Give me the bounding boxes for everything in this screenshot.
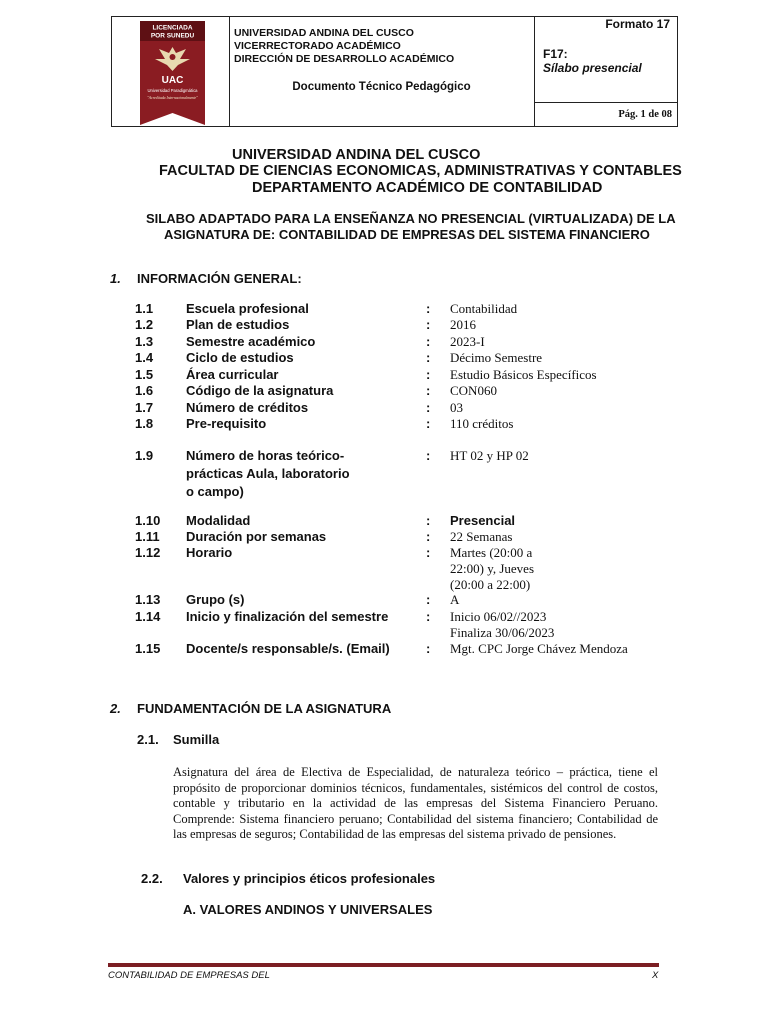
info-label: Semestre académico bbox=[186, 334, 316, 349]
info-number: 1.14 bbox=[135, 609, 161, 624]
university-logo bbox=[140, 21, 205, 125]
info-label: Inicio y finalización del semestre bbox=[186, 609, 389, 624]
institution-line: VICERRECTORADO ACADÉMICO bbox=[234, 40, 401, 52]
info-number: 1.1 bbox=[135, 301, 154, 316]
info-number: 1.9 bbox=[135, 448, 154, 463]
info-value: (20:00 a 22:00) bbox=[450, 577, 531, 592]
form-code: F17: bbox=[543, 47, 568, 61]
document-header bbox=[111, 16, 678, 127]
info-colon: : bbox=[426, 448, 431, 463]
form-name: Sílabo presencial bbox=[543, 61, 642, 75]
info-value: 2023-I bbox=[450, 334, 485, 349]
subsection-title: Valores y principios éticos profesionales bbox=[183, 871, 436, 886]
info-label: Área curricular bbox=[186, 367, 279, 382]
info-value: 22:00) y, Jueves bbox=[450, 561, 535, 576]
logo-acronym: UAC bbox=[161, 75, 184, 86]
info-colon: : bbox=[426, 592, 431, 607]
info-label: Modalidad bbox=[186, 513, 251, 528]
institution-cell bbox=[229, 17, 535, 126]
subsection-number: 2.2. bbox=[141, 871, 163, 886]
info-label: Pre-requisito bbox=[186, 416, 267, 431]
values-heading: A. VALORES ANDINOS Y UNIVERSALES bbox=[183, 902, 433, 917]
info-label: Duración por semanas bbox=[186, 529, 327, 544]
info-colon: : bbox=[426, 367, 431, 382]
department-title: DEPARTAMENTO ACADÉMICO DE CONTABILIDAD bbox=[252, 180, 603, 196]
page-number: Pág. 1 de 08 bbox=[618, 109, 672, 120]
info-number: 1.13 bbox=[135, 592, 161, 607]
info-number: 1.2 bbox=[135, 317, 154, 332]
info-value: Martes (20:00 a bbox=[450, 545, 533, 560]
info-colon: : bbox=[426, 334, 431, 349]
info-colon: : bbox=[426, 513, 431, 528]
syllabus-title-line1: SILABO ADAPTADO PARA LA ENSEÑANZA NO PRESENCIAL (VIRTUALIZADA) DE LA bbox=[146, 211, 676, 226]
info-value: Presencial bbox=[450, 513, 516, 528]
info-number: 1.8 bbox=[135, 416, 154, 431]
info-number: 1.7 bbox=[135, 400, 154, 415]
cell-divider bbox=[535, 102, 678, 103]
info-number: 1.11 bbox=[135, 529, 160, 544]
section-title: INFORMACIÓN GENERAL: bbox=[137, 271, 302, 286]
info-value: Inicio 06/02//2023 bbox=[450, 609, 547, 624]
info-label: Docente/s responsable/s. (Email) bbox=[186, 641, 390, 656]
info-number: 1.10 bbox=[135, 513, 161, 528]
footer-mark: X bbox=[652, 970, 659, 981]
info-colon: : bbox=[426, 416, 431, 431]
section-title: FUNDAMENTACIÓN DE LA ASIGNATURA bbox=[137, 701, 392, 716]
info-label: Código de la asignatura bbox=[186, 383, 334, 398]
logo-banner-line2: POR SUNEDU bbox=[150, 32, 195, 40]
info-value: HT 02 y HP 02 bbox=[450, 448, 529, 463]
info-colon: : bbox=[426, 529, 431, 544]
info-colon: : bbox=[426, 609, 431, 624]
institution-line: UNIVERSIDAD ANDINA DEL CUSCO bbox=[234, 27, 414, 39]
info-label: Plan de estudios bbox=[186, 317, 290, 332]
logo-name: Universidad Paradigmática bbox=[147, 88, 198, 93]
sumilla-paragraph: Asignatura del área de Electiva de Especialidad, de naturaleza teórico – práctica, tiene el propósito de proporcionar dominios técnicos, fundamentales, sistémicos del control de costos, contable y tributario en la actividad de las empresas del Sistema Financiero Peruano. Comprende: Sistema financiero peruano; Contabilidad del sistema financiero; Contabilidad de las empresas de seguros; Contabilidad de las empresas del sistema privado de pensiones. bbox=[173, 765, 658, 841]
info-colon: : bbox=[426, 400, 431, 415]
info-label: Horario bbox=[186, 545, 233, 560]
footer-course: CONTABILIDAD DE EMPRESAS DEL bbox=[108, 970, 270, 981]
section-number: 2. bbox=[110, 701, 121, 716]
info-colon: : bbox=[426, 383, 431, 398]
logo-cell bbox=[112, 17, 230, 126]
document-type: Documento Técnico Pedagógico bbox=[292, 81, 471, 93]
info-value: CON060 bbox=[450, 383, 497, 398]
faculty-title: FACULTAD DE CIENCIAS ECONOMICAS, ADMINISTRATIVAS Y CONTABLES bbox=[159, 163, 682, 179]
info-number: 1.5 bbox=[135, 367, 154, 382]
info-label: Grupo (s) bbox=[186, 592, 245, 607]
info-number: 1.12 bbox=[135, 545, 161, 560]
info-colon: : bbox=[426, 350, 431, 365]
info-value: 22 Semanas bbox=[450, 529, 513, 544]
institution-line: DIRECCIÓN DE DESARROLLO ACADÉMICO bbox=[234, 53, 455, 65]
info-value: 2016 bbox=[450, 317, 476, 332]
info-value: Finaliza 30/06/2023 bbox=[450, 625, 555, 640]
info-value: Décimo Semestre bbox=[450, 350, 543, 365]
info-value: A bbox=[450, 592, 460, 607]
info-number: 1.4 bbox=[135, 350, 154, 365]
info-value: 110 créditos bbox=[450, 416, 514, 431]
info-label: Número de créditos bbox=[186, 400, 309, 415]
info-colon: : bbox=[426, 545, 431, 560]
format-cell bbox=[535, 17, 678, 126]
info-number: 1.6 bbox=[135, 383, 154, 398]
format-number: Formato 17 bbox=[605, 17, 670, 31]
info-value: Contabilidad bbox=[450, 301, 518, 316]
syllabus-title-line2: ASIGNATURA DE: CONTABILIDAD DE EMPRESAS DEL SISTEMA FINANCIERO bbox=[164, 227, 650, 242]
subsection-number: 2.1. bbox=[137, 732, 159, 747]
info-label: Escuela profesional bbox=[186, 301, 309, 316]
info-number: 1.15 bbox=[135, 641, 161, 656]
institution-block bbox=[234, 27, 454, 66]
info-label: o campo) bbox=[186, 484, 244, 499]
info-value: 03 bbox=[450, 400, 463, 415]
info-number: 1.3 bbox=[135, 334, 154, 349]
university-title: UNIVERSIDAD ANDINA DEL CUSCO bbox=[232, 147, 481, 163]
logo-banner-line1: LICENCIADA bbox=[152, 24, 193, 32]
section-number: 1. bbox=[110, 271, 121, 286]
footer-rule bbox=[108, 963, 659, 967]
info-value: Mgt. CPC Jorge Chávez Mendoza bbox=[450, 641, 628, 656]
info-colon: : bbox=[426, 317, 431, 332]
info-label: Número de horas teórico- bbox=[186, 448, 345, 463]
info-value: Estudio Básicos Específicos bbox=[450, 367, 597, 382]
subsection-title: Sumilla bbox=[173, 732, 220, 747]
info-label: prácticas Aula, laboratorio bbox=[186, 466, 350, 481]
info-colon: : bbox=[426, 641, 431, 656]
logo-tagline: "Acreditada Internacionalmente" bbox=[147, 96, 198, 100]
info-colon: : bbox=[426, 301, 431, 316]
info-label: Ciclo de estudios bbox=[186, 350, 294, 365]
